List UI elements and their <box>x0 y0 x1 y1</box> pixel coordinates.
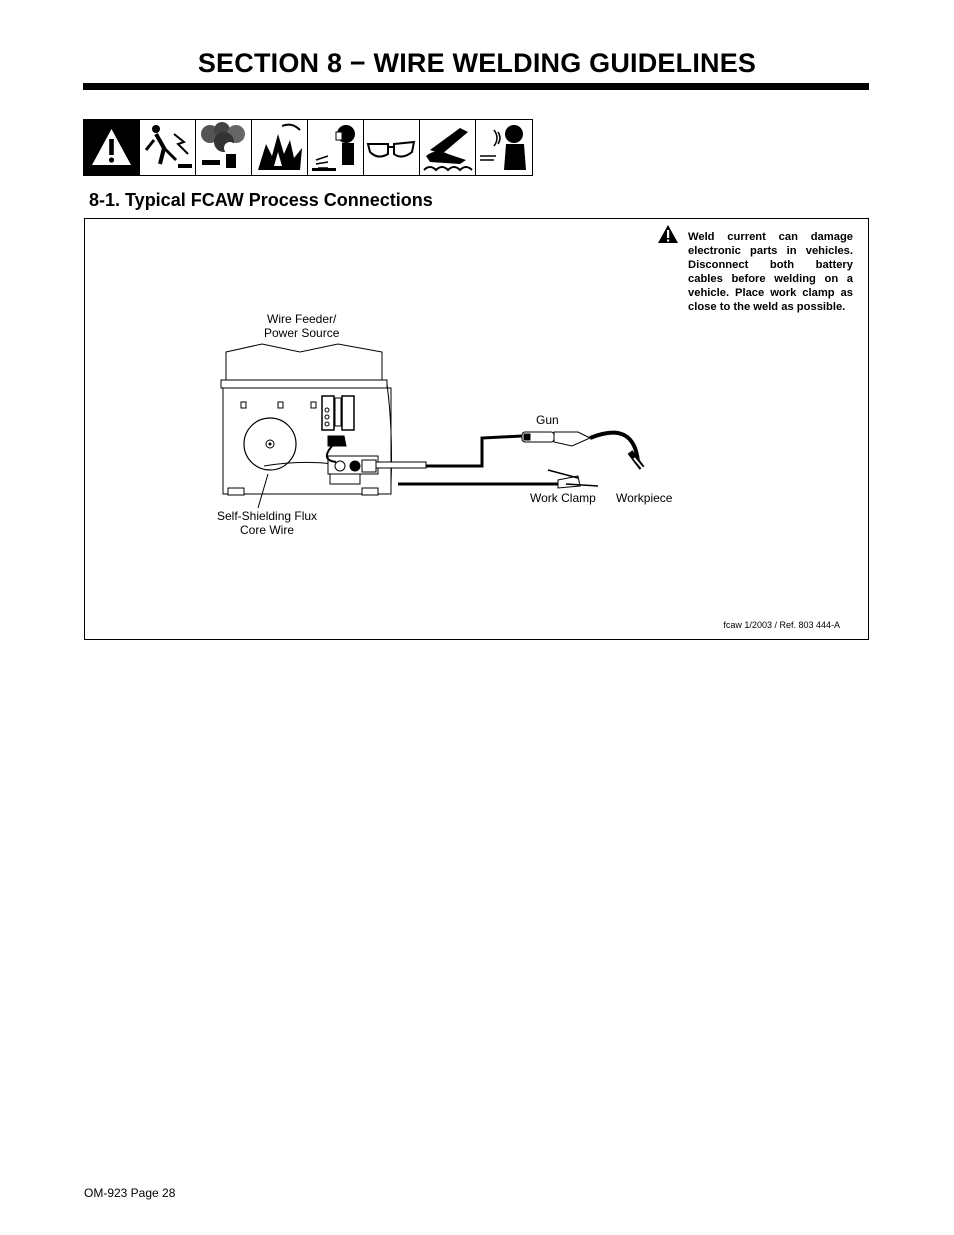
title-rule <box>83 83 869 90</box>
page-footer: OM-923 Page 28 <box>84 1186 176 1200</box>
fumes-gases-icon <box>196 120 252 175</box>
general-warning-icon <box>84 120 140 175</box>
section-title: SECTION 8 − WIRE WELDING GUIDELINES <box>197 48 757 78</box>
warning-triangle-icon <box>657 224 679 244</box>
label-flux-wire-line2: Core Wire <box>240 523 295 537</box>
label-wire-feeder-line1: Wire Feeder/ <box>267 312 337 326</box>
label-workpiece: Workpiece <box>616 491 673 505</box>
label-flux-wire-line1: Self-Shielding Flux <box>217 509 318 523</box>
noise-hearing-icon <box>476 120 532 175</box>
hazard-icon-strip <box>83 119 533 176</box>
label-work-clamp: Work Clamp <box>530 491 596 505</box>
warning-text: Weld current can damage electronic parts in vehicles. Disconnect both battery cables before welding on a vehicle. Place work clamp as close to the weld as possible. <box>688 231 853 313</box>
figure-reference: fcaw 1/2003 / Ref. 803 444-A <box>723 620 840 630</box>
fire-explosion-icon <box>252 120 308 175</box>
label-gun: Gun <box>536 413 559 427</box>
label-wire-feeder-line2: Power Source <box>264 326 340 340</box>
hot-parts-icon <box>420 120 476 175</box>
arc-rays-icon <box>308 120 364 175</box>
subsection-title: 8-1. Typical FCAW Process Connections <box>89 190 433 210</box>
safety-glasses-icon <box>364 120 420 175</box>
electric-shock-icon <box>140 120 196 175</box>
